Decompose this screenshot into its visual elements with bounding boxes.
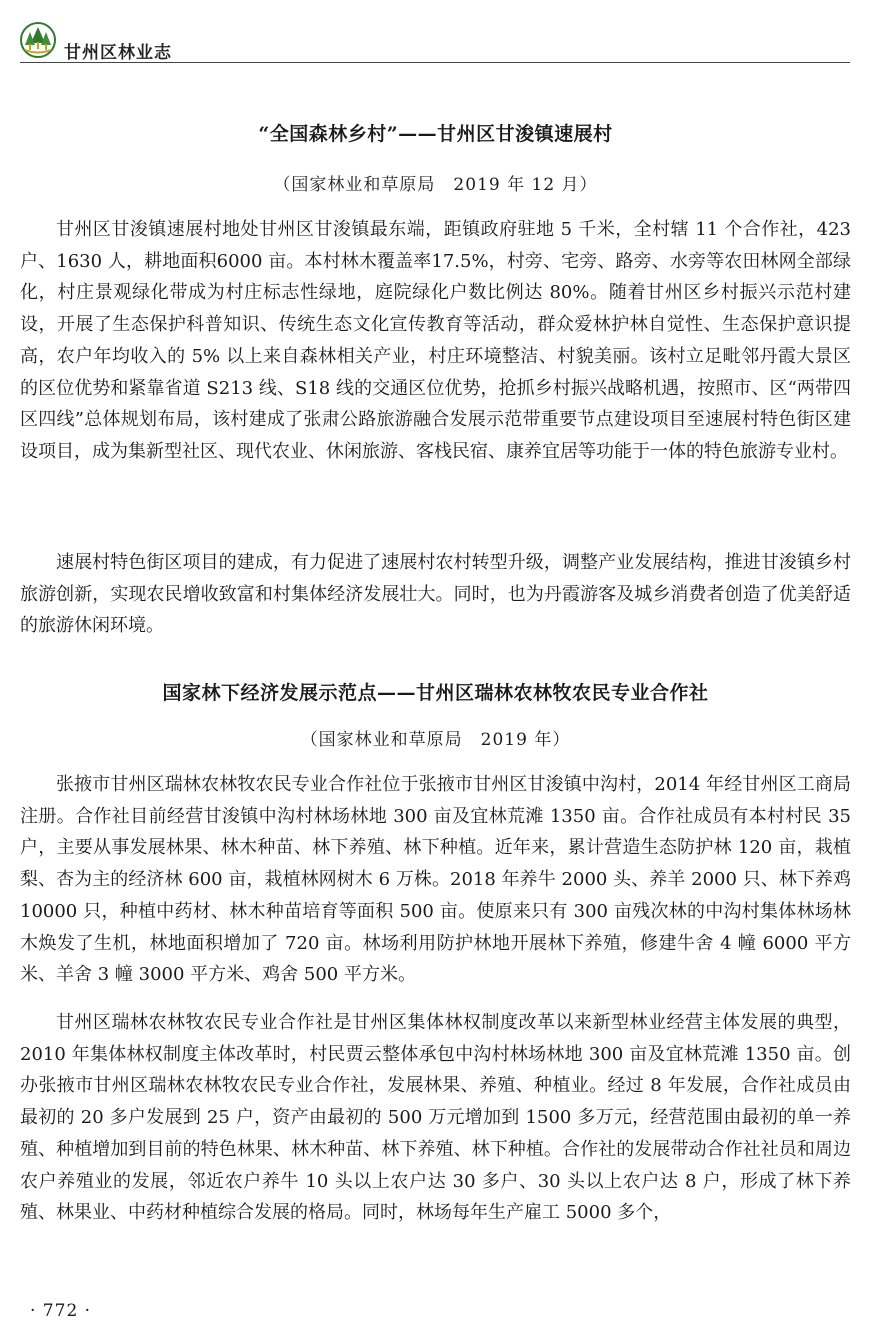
book-title: 甘州区林业志: [64, 43, 172, 63]
page-header: [20, 22, 850, 62]
section-2-paragraph-2: 甘州区瑞林农林牧农民专业合作社是甘州区集体林权制度改革以来新型林业经营主体发展的典型，2010 年集体林权制度主体改革时，村民贾云整体承包中沟村林场林地 300 亩及宜林荒滩 1350 亩。创办张掖市甘州区瑞林农林牧农民专业合作社，发展林果、养殖、种植业。经过 8 年发展，合作社成员由最初的 20 多户发展到 25 户，资产由最初的 500 万元增加到 1500 多万元，经营范围由最初的单一养殖、种植增加到目前的特色林果、林木种苗、林下养殖、林下种植。合作社的发展带动合作社社员和周边农户养殖业的发展，邻近农户养牛 10 头以上农户达 30 多户、30 头以上农户达 8 户，形成了林下养殖、林果业、中药材种植综合发展的格局。同时，林场每年生产雇工 5000 多个，: [20, 1012, 851, 1224]
forest-trees-logo-icon: [20, 22, 56, 58]
section-1-paragraph-1: 甘州区甘浚镇速展村地处甘州区甘浚镇最东端，距镇政府驻地 5 千米，全村辖 11 个合作社，423 户、1630 人，耕地面积6000 亩。本村林木覆盖率17.5%，村旁、宅旁、路旁、水旁等农田林网全部绿化，村庄景观绿化带成为村庄标志性绿地，庭院绿化户数比例达 80%。随着甘州区乡村振兴示范村建设，开展了生态保护科普知识、传统生态文化宣传教育等活动，群众爱林护林自觉性、生态保护意识提高，农户年均收入的 5% 以上来自森林相关产业，村庄环境整洁、村貌美丽。该村立足毗邻丹霞大景区的区位优势和紧靠省道 S213 线、S18 线的交通区位优势，抢抓乡村振兴战略机遇，按照市、区“两带四区四线”总体规划布局，该村建成了张肃公路旅游融合发展示范带重要节点建设项目至速展村特色街区建设项目，成为集新型社区、现代农业、休闲旅游、客栈民宿、康养宜居等功能于一体的特色旅游专业村。: [20, 219, 851, 462]
page-number: · 772 ·: [30, 1301, 92, 1321]
section-1-title: “全国森林乡村”——甘州区甘浚镇速展村: [258, 123, 613, 145]
section-2-source: （国家林业和草原局 2019 年）: [300, 730, 571, 750]
section-2-paragraph-1: 张掖市甘州区瑞林农林牧农民专业合作社位于张掖市甘州区甘浚镇中沟村，2014 年经甘州区工商局注册。合作社目前经营甘浚镇中沟村林场林地 300 亩及宜林荒滩 1350 亩。合作社成员有本村村民 35 户，主要从事发展林果、林木种苗、林下养殖、林下种植。近年来，累计营造生态防护林 120 亩，栽植梨、杏为主的经济林 600 亩，栽植林网树木 6 万株。2018 年养牛 2000 头、养羊 2000 只、林下养鸡 10000 只，种植中药材、林木种苗培育等面积 500 亩。使原来只有 300 亩残次林的中沟村集体林场林木焕发了生机，林地面积增加了 720 亩。林场利用防护林地开展林下养殖，修建牛舍 4 幢 6000 平方米、羊舍 3 幢 3000 平方米、鸡舍 500 平方米。: [20, 774, 851, 986]
header-divider: [20, 62, 850, 63]
section-1-source: （国家林业和草原局 2019 年 12 月）: [273, 175, 598, 195]
section-1-paragraph-2: 速展村特色街区项目的建成，有力促进了速展村农村转型升级，调整产业发展结构，推进甘浚镇乡村旅游创新，实现农民增收致富和村集体经济发展壮大。同时，也为丹霞游客及城乡消费者创造了优美舒适的旅游休闲环境。: [20, 552, 851, 637]
section-2-title: 国家林下经济发展示范点——甘州区瑞林农林牧农民专业合作社: [162, 682, 709, 704]
